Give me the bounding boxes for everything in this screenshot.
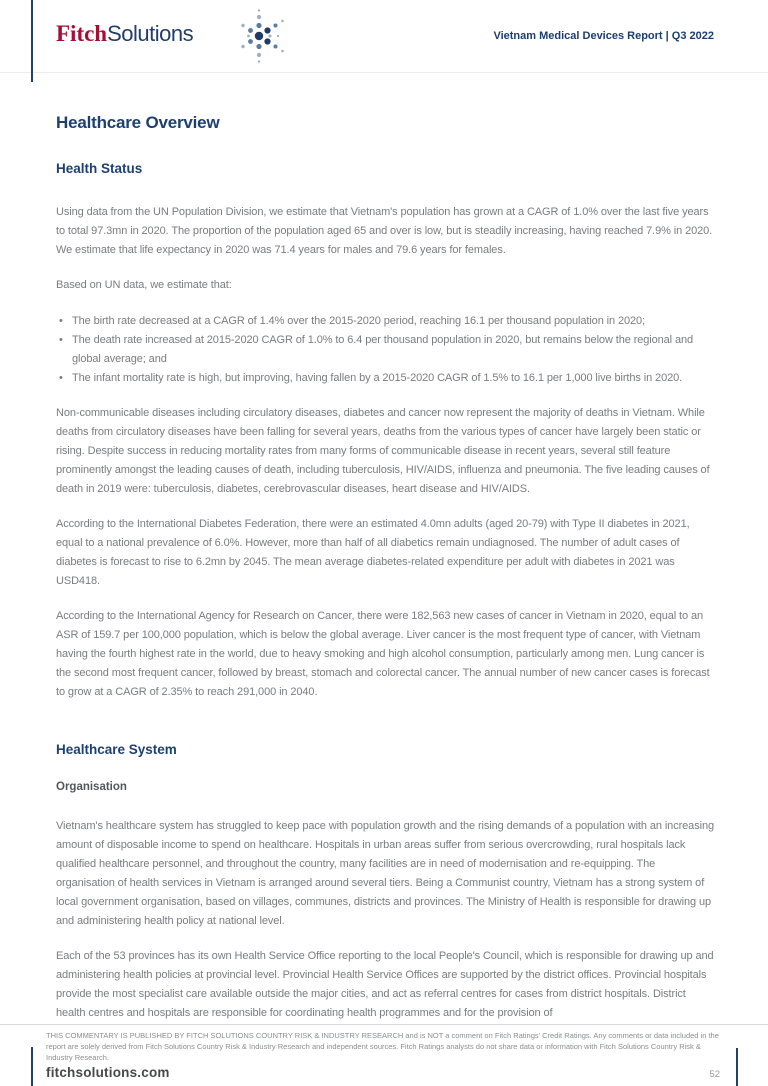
bottom-right-corner-rule: [736, 1048, 738, 1086]
page-header: [0, 0, 768, 73]
para-system-struggle: Vietnam's healthcare system has struggled to keep pace with population growth and the rising demands of a population with an increasing amount of disposable income to spend on healthcare. Hospitals in urban areas suffer from serious overcrowding, rural hospitals lack qualified healthcare personnel, and throughout the country, many facilities are in need of modernisation and re-equipping. The organisation of health services in Vietnam is arranged around several tiers. Being a Communist country, Vietnam has a strong system of local government organisation, based on villages, communes, districts and provinces. The Ministry of Health is responsible for drawing up and administering health policy at national level.: [56, 820, 714, 927]
section-heading-health-status: Health Status: [56, 161, 143, 176]
footer-row: [46, 1065, 720, 1080]
para-population: Using data from the UN Population Division, we estimate that Vietnam's population has grown at a CAGR of 1.0% over the last five years to total 97.3mn in 2020. The proportion of the population aged 65 and over is low, but is steadily increasing, having reached 7.9% in 2020. We estimate that life expectancy in 2020 was 71.4 years for males and 79.6 years for females.: [56, 206, 713, 256]
bullet-text: The birth rate decreased at a CAGR of 1.4% over the 2015-2020 period, reaching 16.1 per thousand population in 2020;: [72, 315, 646, 327]
subsection-heading-organisation: Organisation: [56, 781, 127, 793]
page-number: 52: [709, 1069, 720, 1080]
para-ncd-deaths: Non-communicable diseases including circulatory diseases, diabetes and cancer now represent the majority of deaths in Vietnam. While deaths from circulatory diseases have been falling for several years, deaths from the various types of cancer have largely been static or rising. Despite success in reducing mortality rates from many forms of communicable disease in recent years, several still feature prominently amongst the leading causes of death, including tuberculosis, HIV/AIDS, influenza and pneumonia. The five leading causes of death in 2019 were: tuberculosis, diabetes, cerebrovascular diseases, heart disease and HIV/AIDS.: [56, 407, 710, 495]
logo-fitch-text: Fitch: [56, 21, 108, 46]
report-title: Vietnam Medical Devices Report | Q3 2022: [493, 30, 714, 42]
logo-starburst-icon: [232, 8, 288, 69]
bullet-list: [56, 312, 716, 388]
bullet-text: The death rate increased at 2015-2020 CAGR of 1.0% to 6.4 per thousand population in 2020, but remains below the regional and global average; and: [72, 334, 694, 365]
bottom-left-corner-rule: [31, 1047, 33, 1086]
page-content: [0, 113, 768, 1023]
logo-solutions-text: Solutions: [107, 21, 194, 46]
para-cancer: According to the International Agency for Research on Cancer, there were 182,563 new cases of cancer in Vietnam in 2020, equal to an ASR of 159.7 per 100,000 population, which is below the global average. Liver cancer is the most frequent type of cancer, with Vietnam having the fourth highest rate in the world, due to heavy smoking and high alcohol consumption, particularly among men. Lung cancer is the second most frequent cancer, followed by breast, stomach and colorectal cancer. The annual number of new cancer cases is forecast to grow at a CAGR of 2.35% to reach 291,000 in 2040.: [56, 610, 710, 698]
bullet-text: The infant mortality rate is high, but improving, having fallen by a 2015-2020 CAGR of 1.5% to 16.1 per 1,000 live births in 2020.: [72, 372, 683, 384]
list-item: [56, 312, 716, 331]
para-provinces: Each of the 53 provinces has its own Health Service Office reporting to the local People's Council, which is responsible for drawing up and administering health policies at provincial level. Provincial Health Service Offices are supported by the district offices. Provincial hospitals provide the most specialist care available outside the major cities, and act as referral centres for cases from district hospitals. District health centres and hospitals are responsible for coordinating health programmes and for the provision of: [56, 950, 714, 1019]
footer-website-link[interactable]: fitchsolutions.com: [46, 1065, 170, 1080]
bullet-icon: •: [59, 315, 63, 327]
section-heading-healthcare-system: Healthcare System: [56, 742, 177, 757]
para-based-on-un-data: Based on UN data, we estimate that:: [56, 279, 232, 291]
bullet-icon: •: [59, 334, 63, 346]
para-diabetes: According to the International Diabetes Federation, there were an estimated 4.0mn adults (aged 20-79) with Type II diabetes in 2021, equal to a national prevalence of 6.0%. However, more than half of all diabetics remain undiagnosed. The number of adult cases of diabetes is forecast to rise to 6.2mn by 2045. The mean average diabetes-related expenditure per adult with diabetes in 2021 was USD418.: [56, 518, 690, 587]
top-left-corner-rule: [31, 0, 33, 82]
list-item: [56, 369, 716, 388]
fitch-solutions-logo: [56, 21, 193, 47]
bullet-icon: •: [59, 372, 63, 384]
footer-disclaimer: THIS COMMENTARY IS PUBLISHED BY FITCH SOLUTIONS COUNTRY RISK & INDUSTRY RESEARCH and is NOT a comment on Fitch Ratings' Credit Ratings. Any comments or data included in the report are solely derived from Fitch Solutions Country Risk & Industry Research and independent sources. Fitch Ratings analysts do not share data or information with Fitch Solutions Country Risk & Industry Research.: [46, 1031, 719, 1062]
page-footer: [0, 1024, 768, 1086]
list-item: [56, 331, 716, 369]
page-title: Healthcare Overview: [56, 113, 220, 132]
